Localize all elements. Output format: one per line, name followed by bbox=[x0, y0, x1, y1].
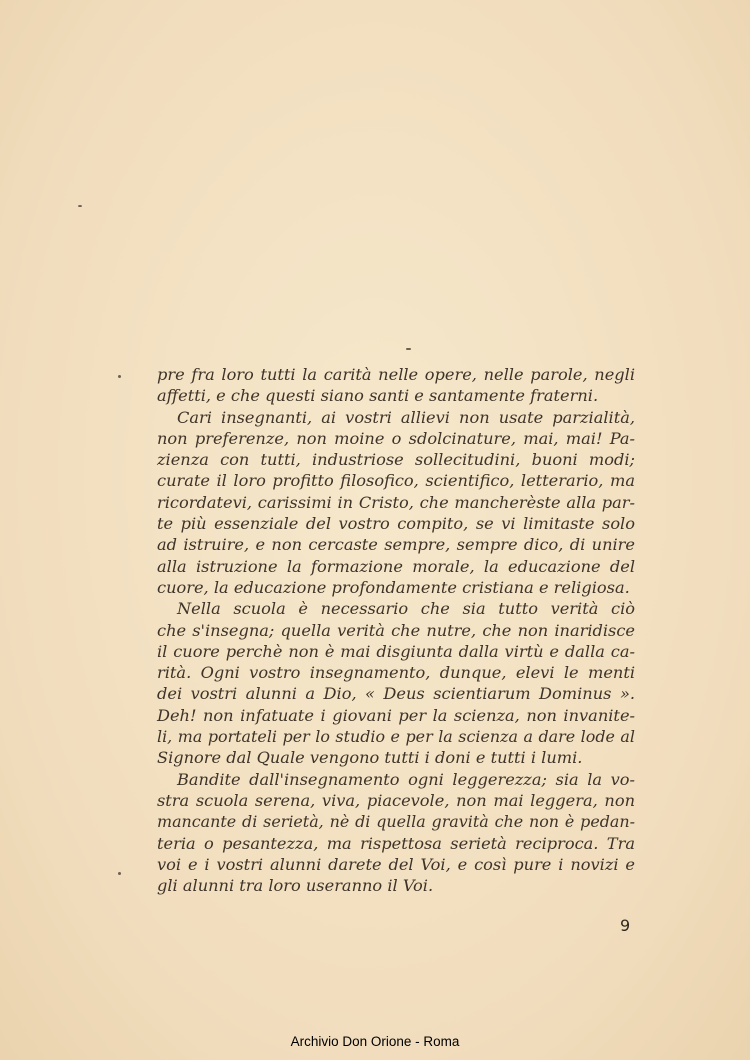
text-line: curate il loro profitto filosofico, scientifico, letterario, ma bbox=[157, 471, 635, 491]
text-line: Cari insegnanti, ai vostri allievi non usate parzialità, bbox=[177, 407, 635, 427]
text-line: te più essenziale del vostro compito, se vi limitaste solo bbox=[157, 514, 635, 534]
text-line: Deh! non infatuate i giovani per la scienza, non invanite- bbox=[157, 705, 635, 725]
text-line: voi e i vostri alunni darete del Voi, e così pure i novizi e bbox=[157, 854, 635, 874]
ink-speck bbox=[78, 205, 82, 207]
text-line: ad istruire, e non cercaste sempre, sempre dico, di unire bbox=[157, 535, 635, 555]
text-line: pre fra loro tutti la carità nelle opere, nelle parole, negli bbox=[157, 365, 635, 384]
text-line: stra scuola serena, viva, piacevole, non mai leggera, non bbox=[157, 790, 635, 810]
text-line: rità. Ogni vostro insegnamento, dunque, elevi le menti bbox=[157, 663, 635, 683]
text-line: gli alunni tra loro useranno il Voi. bbox=[157, 876, 434, 896]
archive-footer: Archivio Don Orione - Roma bbox=[290, 1034, 460, 1049]
text-line: zienza con tutti, industriose sollecitudini, buoni modi; bbox=[157, 450, 635, 470]
text-line: li, ma portateli per lo studio e per la scienza a dare lode al bbox=[157, 727, 635, 747]
text-line: che s'insegna; quella verità che nutre, che non inaridisce bbox=[157, 620, 635, 640]
text-line: alla istruzione la formazione morale, la educazione del bbox=[157, 556, 635, 576]
text-line: Bandite dall'insegnamento ogni leggerezza; sia la vo- bbox=[177, 769, 635, 789]
text-line: dei vostri alunni a Dio, « Deus scientiarum Dominus ». bbox=[157, 684, 635, 704]
text-line: affetti, e che questi siano santi e santamente fraterni. bbox=[157, 386, 599, 406]
ink-speck bbox=[118, 872, 121, 875]
text-line: mancante di serietà, nè di quella gravità che non è pedan- bbox=[157, 812, 635, 832]
text-line: il cuore perchè non è mai disgiunta dalla virtù e dalla ca- bbox=[157, 641, 635, 661]
page-number: 9 bbox=[620, 916, 631, 935]
text-line: cuore, la educazione profondamente cristiana e religiosa. bbox=[157, 577, 630, 597]
text-line: non preferenze, non moine o sdolcinature, mai, mai! Pa- bbox=[157, 428, 635, 448]
text-line: Signore dal Quale vengono tutti i doni e tutti i lumi. bbox=[157, 748, 583, 768]
ink-speck bbox=[118, 375, 121, 378]
text-line: Nella scuola è necessario che sia tutto verità ciò bbox=[177, 599, 635, 619]
body-text bbox=[157, 364, 635, 896]
ink-speck bbox=[406, 348, 411, 350]
text-line: ricordatevi, carissimi in Cristo, che mancherèste alla par- bbox=[157, 492, 635, 512]
text-line: teria o pesantezza, ma rispettosa serietà reciproca. Tra bbox=[157, 833, 635, 853]
